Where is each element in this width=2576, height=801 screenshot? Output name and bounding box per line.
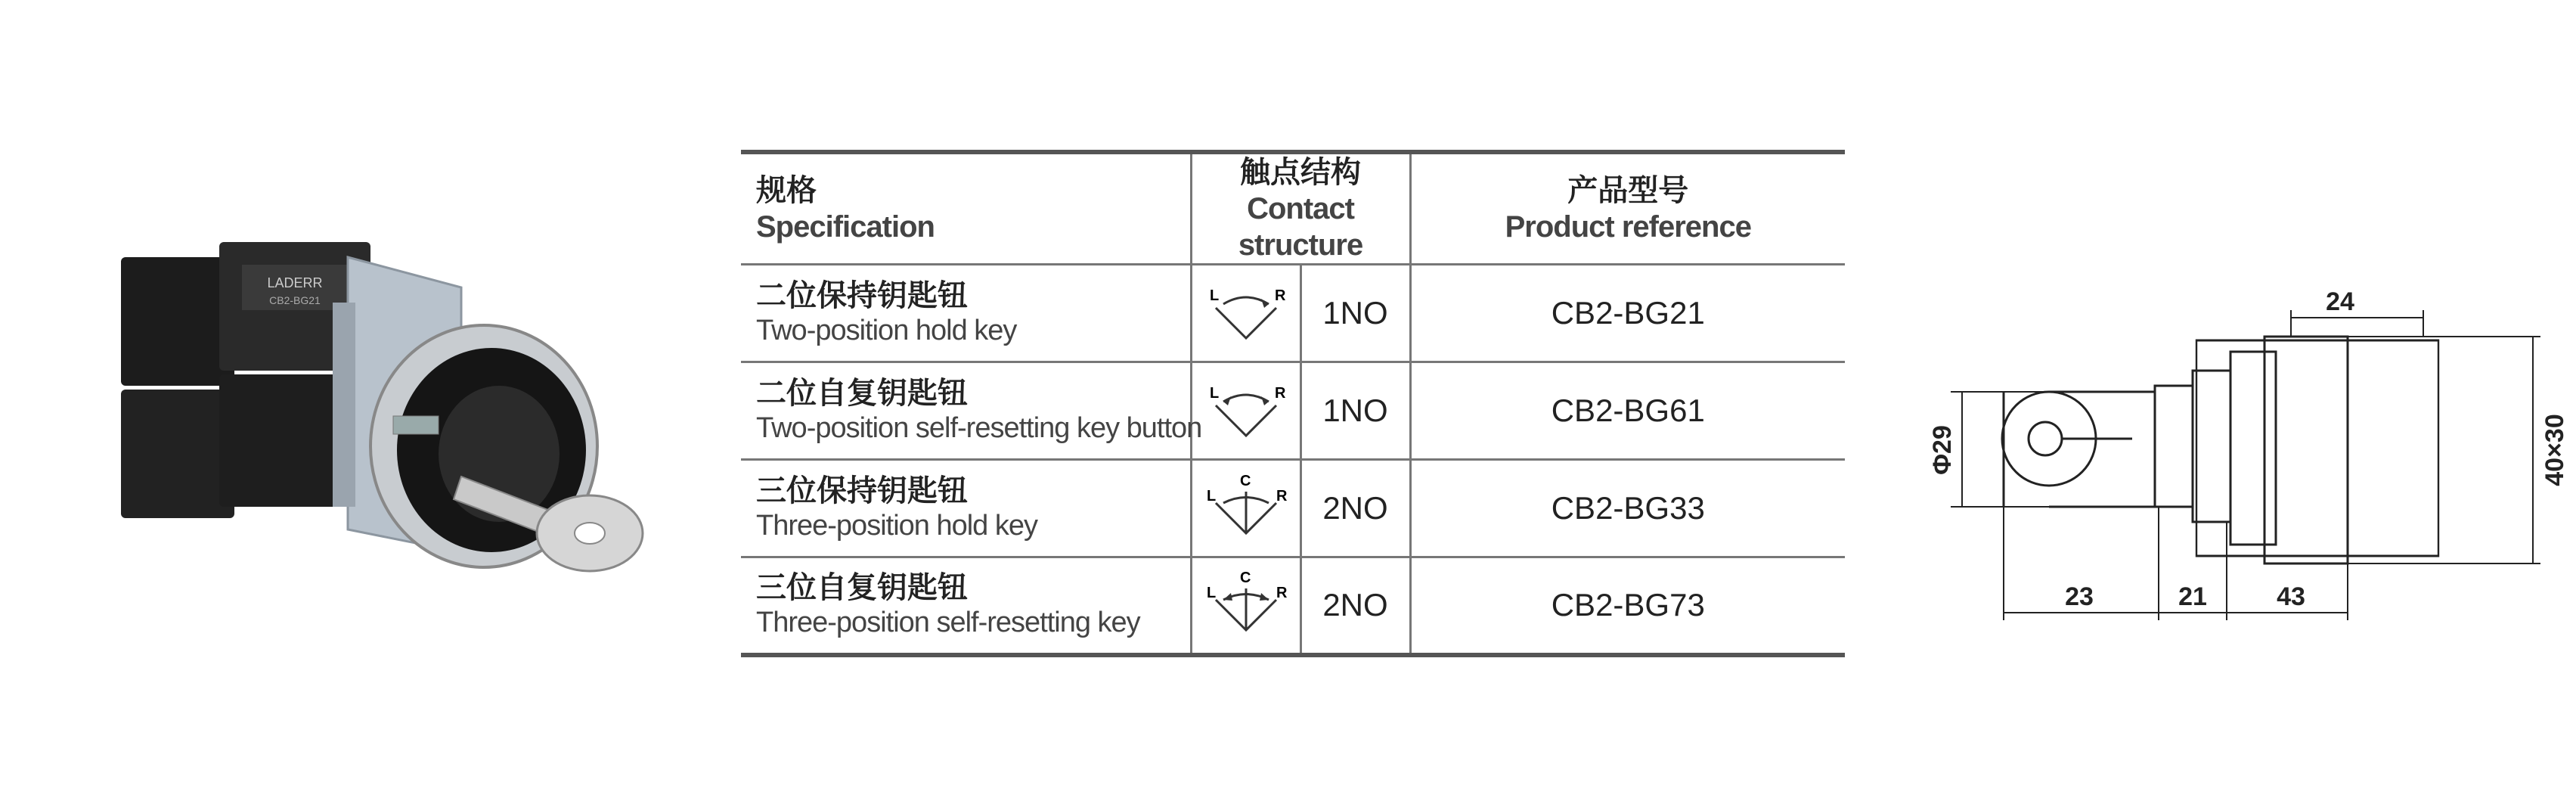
spec-en: Three-position hold key (756, 510, 1037, 542)
contact-diagram-cell (1191, 362, 1300, 460)
header-product-reference (1410, 152, 1845, 265)
left-position-label: L (1206, 487, 1216, 505)
right-position-label: R (1274, 384, 1285, 402)
header-specification (741, 152, 1191, 265)
header-ref-zh: 产品型号 (1567, 173, 1689, 208)
product-photo (106, 189, 650, 613)
contact-type: 1NO (1300, 362, 1410, 460)
product-reference: CB2-BG73 (1410, 557, 1845, 655)
center-position-label: C (1239, 569, 1251, 586)
product-reference: CB2-BG61 (1410, 362, 1845, 460)
spec-cell (741, 557, 1191, 655)
table-row (741, 460, 1845, 557)
header-spec-en: Specification (756, 210, 935, 244)
table-row (741, 557, 1845, 655)
contact-type: 2NO (1300, 460, 1410, 557)
contact-type: 2NO (1300, 557, 1410, 655)
left-position-label: L (1206, 584, 1216, 601)
product-reference: CB2-BG33 (1410, 460, 1845, 557)
contact-diagram-cell (1191, 460, 1300, 557)
contact-diagram-cell (1191, 265, 1300, 362)
center-position-label: C (1239, 472, 1251, 489)
spec-cell (741, 265, 1191, 362)
spec-en: Two-position self-resetting key button (756, 412, 1202, 445)
spec-zh: 三位自复钥匙钮 (756, 570, 968, 606)
three-position-switch-icon (1201, 469, 1291, 545)
header-contact-zh: 触点结构 (1240, 155, 1361, 190)
spec-cell (741, 362, 1202, 460)
dim-diameter-label: Φ29 (1928, 425, 1957, 475)
dim-bottom-3-label: 43 (2277, 582, 2305, 611)
contact-diagram-cell (1191, 557, 1300, 655)
header-contact-en: Contact structure (1238, 192, 1363, 262)
spec-en: Two-position hold key (756, 315, 1017, 347)
dim-height-label: 40×30 (2540, 414, 2569, 486)
dim-top-label: 24 (2326, 287, 2354, 316)
contact-type: 1NO (1300, 265, 1410, 362)
dim-bottom-2-label: 21 (2178, 582, 2207, 611)
right-position-label: R (1276, 584, 1287, 601)
spec-zh: 二位自复钥匙钮 (756, 376, 968, 411)
table-row (741, 362, 1845, 460)
left-position-label: L (1209, 287, 1219, 304)
dimension-drawing (1928, 280, 2571, 628)
three-position-switch-icon (1201, 566, 1291, 641)
two-position-switch-icon (1201, 274, 1291, 349)
spec-zh: 二位保持钥匙钮 (756, 278, 968, 314)
spec-table (741, 150, 1845, 657)
table-row (741, 265, 1845, 362)
spec-zh: 三位保持钥匙钮 (756, 473, 968, 509)
spec-en: Three-position self-resetting key (756, 607, 1140, 639)
table-header-row (741, 152, 1845, 265)
left-position-label: L (1209, 384, 1219, 402)
right-position-label: R (1274, 287, 1285, 304)
header-ref-en: Product reference (1505, 210, 1751, 244)
dim-bottom-1-label: 23 (2065, 582, 2094, 611)
header-contact-structure (1191, 152, 1410, 265)
spec-cell (741, 460, 1191, 557)
header-spec-zh: 规格 (756, 173, 817, 208)
photo-model-label: CB2-BG21 (269, 294, 321, 306)
photo-brand-label: LADERR (267, 275, 323, 290)
product-reference: CB2-BG21 (1410, 265, 1845, 362)
right-position-label: R (1276, 487, 1287, 505)
two-position-switch-icon (1201, 371, 1291, 447)
